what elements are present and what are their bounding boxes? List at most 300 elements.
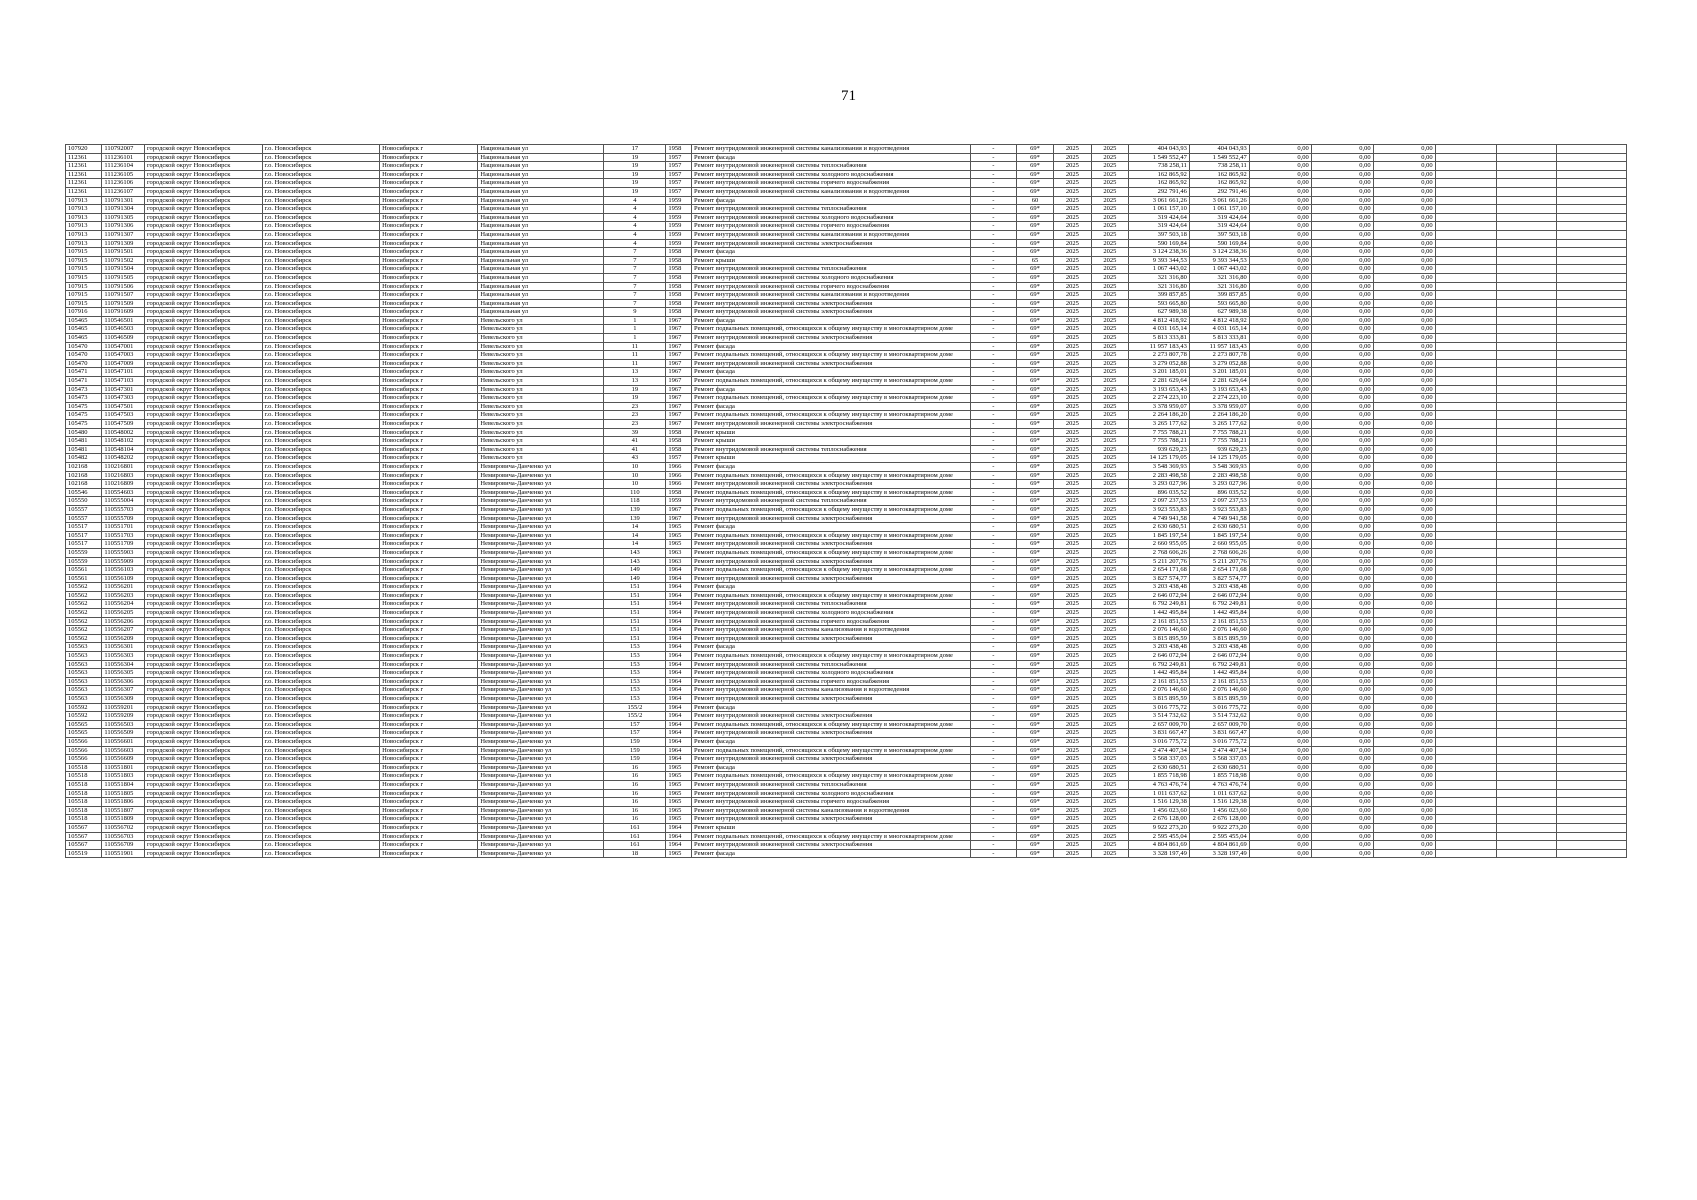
cell-locality: Новосибирск г bbox=[380, 617, 478, 626]
cell-street: Невельского ул bbox=[478, 368, 604, 377]
cell-flag: - bbox=[970, 359, 1016, 368]
cell-z1: 0,00 bbox=[1249, 187, 1311, 196]
cell-cost_total: 319 424,64 bbox=[1189, 213, 1249, 222]
cell-obj: 110547509 bbox=[102, 420, 145, 429]
cell-y2: 2025 bbox=[1091, 746, 1128, 755]
cell-cost: 321 316,80 bbox=[1129, 273, 1190, 282]
cell-work: Ремонт внутридомовой инженерной системы электроснабжения bbox=[692, 755, 971, 764]
cell-work: Ремонт фасада bbox=[692, 368, 971, 377]
cell-z3: 0,00 bbox=[1373, 248, 1435, 257]
cell-locality: Новосибирск г bbox=[380, 815, 478, 824]
table-row bbox=[66, 566, 1627, 575]
cell-locality: Новосибирск г bbox=[380, 505, 478, 514]
cell-y2: 2025 bbox=[1091, 437, 1128, 446]
cell-locality: Новосибирск г bbox=[380, 609, 478, 618]
cell-municipality: г.о. Новосибирск bbox=[262, 187, 380, 196]
cell-district: городской округ Новосибирск bbox=[145, 626, 263, 635]
cell-cost_total: 3 548 369,93 bbox=[1189, 462, 1249, 471]
cell-cat: 69* bbox=[1016, 471, 1053, 480]
cell-cat: 69* bbox=[1016, 557, 1053, 566]
cell-district: городской округ Новосибирск bbox=[145, 746, 263, 755]
cell-z3: 0,00 bbox=[1373, 437, 1435, 446]
cell-year: 1967 bbox=[666, 325, 692, 334]
cell-empty bbox=[1435, 677, 1496, 686]
cell-z2: 0,00 bbox=[1311, 428, 1373, 437]
cell-locality: Новосибирск г bbox=[380, 557, 478, 566]
cell-locality: Новосибирск г bbox=[380, 591, 478, 600]
cell-y2: 2025 bbox=[1091, 162, 1128, 171]
cell-cost: 3 016 775,72 bbox=[1129, 737, 1190, 746]
cell-empty bbox=[1496, 548, 1557, 557]
cell-z3: 0,00 bbox=[1373, 256, 1435, 265]
cell-district: городской округ Новосибирск bbox=[145, 523, 263, 532]
cell-empty bbox=[1435, 299, 1496, 308]
cell-locality: Новосибирск г bbox=[380, 488, 478, 497]
cell-empty bbox=[1557, 299, 1627, 308]
cell-empty bbox=[1557, 308, 1627, 317]
cell-street: Немировича-Данченко ул bbox=[478, 609, 604, 618]
cell-municipality: г.о. Новосибирск bbox=[262, 153, 380, 162]
cell-obj: 110551804 bbox=[102, 780, 145, 789]
cell-street: Немировича-Данченко ул bbox=[478, 480, 604, 489]
cell-y2: 2025 bbox=[1091, 342, 1128, 351]
cell-street: Невельского ул bbox=[478, 454, 604, 463]
cell-street: Немировича-Данченко ул bbox=[478, 540, 604, 549]
cell-id: 105562 bbox=[66, 609, 102, 618]
cell-street: Немировича-Данченко ул bbox=[478, 566, 604, 575]
cell-y1: 2025 bbox=[1054, 574, 1091, 583]
cell-district: городской округ Новосибирск bbox=[145, 394, 263, 403]
cell-locality: Новосибирск г bbox=[380, 720, 478, 729]
cell-empty bbox=[1496, 273, 1557, 282]
cell-y1: 2025 bbox=[1054, 325, 1091, 334]
cell-cat: 69* bbox=[1016, 815, 1053, 824]
cell-cost_total: 3 815 895,59 bbox=[1189, 695, 1249, 704]
cell-district: городской округ Новосибирск bbox=[145, 823, 263, 832]
cell-flag: - bbox=[970, 368, 1016, 377]
cell-house: 4 bbox=[604, 205, 666, 214]
cell-y1: 2025 bbox=[1054, 170, 1091, 179]
cell-cat: 60 bbox=[1016, 196, 1053, 205]
cell-z3: 0,00 bbox=[1373, 153, 1435, 162]
table-row bbox=[66, 703, 1627, 712]
cell-district: городской округ Новосибирск bbox=[145, 291, 263, 300]
cell-empty bbox=[1496, 402, 1557, 411]
cell-cost: 3 124 238,36 bbox=[1129, 248, 1190, 257]
cell-cost_total: 1 456 023,60 bbox=[1189, 806, 1249, 815]
cell-flag: - bbox=[970, 213, 1016, 222]
cell-empty bbox=[1557, 205, 1627, 214]
cell-obj: 111236105 bbox=[102, 170, 145, 179]
cell-locality: Новосибирск г bbox=[380, 729, 478, 738]
cell-empty bbox=[1435, 798, 1496, 807]
cell-cat: 69* bbox=[1016, 849, 1053, 858]
cell-district: городской округ Новосибирск bbox=[145, 411, 263, 420]
cell-cost_total: 2 264 186,20 bbox=[1189, 411, 1249, 420]
cell-flag: - bbox=[970, 187, 1016, 196]
cell-district: городской округ Новосибирск bbox=[145, 609, 263, 618]
cell-year: 1963 bbox=[666, 557, 692, 566]
cell-cost_total: 399 857,85 bbox=[1189, 291, 1249, 300]
cell-z3: 0,00 bbox=[1373, 514, 1435, 523]
cell-z1: 0,00 bbox=[1249, 325, 1311, 334]
cell-municipality: г.о. Новосибирск bbox=[262, 540, 380, 549]
cell-z1: 0,00 bbox=[1249, 523, 1311, 532]
cell-z2: 0,00 bbox=[1311, 342, 1373, 351]
table-row bbox=[66, 720, 1627, 729]
cell-empty bbox=[1557, 368, 1627, 377]
cell-id: 112361 bbox=[66, 179, 102, 188]
cell-y2: 2025 bbox=[1091, 385, 1128, 394]
cell-cat: 69* bbox=[1016, 273, 1053, 282]
cell-z2: 0,00 bbox=[1311, 471, 1373, 480]
cell-z1: 0,00 bbox=[1249, 462, 1311, 471]
cell-cost_total: 590 169,84 bbox=[1189, 239, 1249, 248]
cell-z1: 0,00 bbox=[1249, 213, 1311, 222]
cell-empty bbox=[1435, 772, 1496, 781]
table-row bbox=[66, 763, 1627, 772]
cell-empty bbox=[1557, 746, 1627, 755]
table-row bbox=[66, 334, 1627, 343]
cell-empty bbox=[1557, 377, 1627, 386]
cell-district: городской округ Новосибирск bbox=[145, 273, 263, 282]
cell-locality: Новосибирск г bbox=[380, 402, 478, 411]
cell-street: Немировича-Данченко ул bbox=[478, 462, 604, 471]
table-row bbox=[66, 402, 1627, 411]
cell-obj: 110547009 bbox=[102, 359, 145, 368]
cell-y1: 2025 bbox=[1054, 557, 1091, 566]
table-row bbox=[66, 230, 1627, 239]
cell-district: городской округ Новосибирск bbox=[145, 351, 263, 360]
cell-year: 1964 bbox=[666, 737, 692, 746]
cell-z1: 0,00 bbox=[1249, 505, 1311, 514]
cell-empty bbox=[1435, 755, 1496, 764]
table-row bbox=[66, 445, 1627, 454]
table-row bbox=[66, 488, 1627, 497]
cell-flag: - bbox=[970, 334, 1016, 343]
cell-id: 105475 bbox=[66, 420, 102, 429]
cell-z2: 0,00 bbox=[1311, 617, 1373, 626]
cell-house: 151 bbox=[604, 583, 666, 592]
cell-cat: 69* bbox=[1016, 291, 1053, 300]
cell-y2: 2025 bbox=[1091, 557, 1128, 566]
cell-district: городской округ Новосибирск bbox=[145, 402, 263, 411]
cell-empty bbox=[1496, 609, 1557, 618]
cell-municipality: г.о. Новосибирск bbox=[262, 849, 380, 858]
cell-empty bbox=[1557, 643, 1627, 652]
cell-work: Ремонт фасада bbox=[692, 737, 971, 746]
cell-y2: 2025 bbox=[1091, 248, 1128, 257]
cell-z1: 0,00 bbox=[1249, 454, 1311, 463]
cell-z3: 0,00 bbox=[1373, 222, 1435, 231]
cell-locality: Новосибирск г bbox=[380, 849, 478, 858]
cell-flag: - bbox=[970, 291, 1016, 300]
cell-z3: 0,00 bbox=[1373, 583, 1435, 592]
cell-flag: - bbox=[970, 789, 1016, 798]
cell-house: 153 bbox=[604, 660, 666, 669]
cell-cat: 69* bbox=[1016, 591, 1053, 600]
cell-cat: 69* bbox=[1016, 832, 1053, 841]
cell-cat: 69* bbox=[1016, 187, 1053, 196]
cell-municipality: г.о. Новосибирск bbox=[262, 505, 380, 514]
cell-cost: 1 516 129,38 bbox=[1129, 798, 1190, 807]
cell-empty bbox=[1557, 239, 1627, 248]
cell-z3: 0,00 bbox=[1373, 574, 1435, 583]
cell-empty bbox=[1435, 505, 1496, 514]
cell-z1: 0,00 bbox=[1249, 488, 1311, 497]
cell-z2: 0,00 bbox=[1311, 737, 1373, 746]
cell-z3: 0,00 bbox=[1373, 325, 1435, 334]
cell-cat: 69* bbox=[1016, 308, 1053, 317]
cell-z2: 0,00 bbox=[1311, 377, 1373, 386]
cell-house: 159 bbox=[604, 746, 666, 755]
cell-street: Невельского ул bbox=[478, 420, 604, 429]
cell-id: 105592 bbox=[66, 703, 102, 712]
cell-z2: 0,00 bbox=[1311, 815, 1373, 824]
cell-id: 105563 bbox=[66, 686, 102, 695]
cell-cost_total: 9 922 273,20 bbox=[1189, 823, 1249, 832]
cell-z2: 0,00 bbox=[1311, 273, 1373, 282]
cell-work: Ремонт крыши bbox=[692, 437, 971, 446]
cell-empty bbox=[1435, 196, 1496, 205]
cell-district: городской округ Новосибирск bbox=[145, 755, 263, 764]
cell-z3: 0,00 bbox=[1373, 462, 1435, 471]
cell-street: Невельского ул bbox=[478, 351, 604, 360]
cell-district: городской округ Новосибирск bbox=[145, 832, 263, 841]
cell-empty bbox=[1557, 583, 1627, 592]
cell-z1: 0,00 bbox=[1249, 712, 1311, 721]
cell-work: Ремонт внутридомовой инженерной системы канализования и водоотведения bbox=[692, 626, 971, 635]
cell-cost_total: 397 503,18 bbox=[1189, 230, 1249, 239]
cell-district: городской округ Новосибирск bbox=[145, 789, 263, 798]
cell-locality: Новосибирск г bbox=[380, 170, 478, 179]
cell-y2: 2025 bbox=[1091, 196, 1128, 205]
cell-flag: - bbox=[970, 841, 1016, 850]
cell-empty bbox=[1435, 540, 1496, 549]
cell-locality: Новосибирск г bbox=[380, 780, 478, 789]
cell-obj: 110216809 bbox=[102, 480, 145, 489]
cell-cost: 3 201 185,01 bbox=[1129, 368, 1190, 377]
cell-z2: 0,00 bbox=[1311, 454, 1373, 463]
cell-z2: 0,00 bbox=[1311, 316, 1373, 325]
cell-empty bbox=[1557, 394, 1627, 403]
cell-year: 1958 bbox=[666, 256, 692, 265]
cell-municipality: г.о. Новосибирск bbox=[262, 737, 380, 746]
cell-z1: 0,00 bbox=[1249, 299, 1311, 308]
cell-id: 105563 bbox=[66, 695, 102, 704]
cell-id: 105550 bbox=[66, 497, 102, 506]
cell-work: Ремонт фасада bbox=[692, 196, 971, 205]
cell-empty bbox=[1435, 609, 1496, 618]
cell-cost: 2 595 455,04 bbox=[1129, 832, 1190, 841]
cell-obj: 110554603 bbox=[102, 488, 145, 497]
cell-z1: 0,00 bbox=[1249, 445, 1311, 454]
cell-flag: - bbox=[970, 505, 1016, 514]
cell-house: 151 bbox=[604, 626, 666, 635]
cell-z3: 0,00 bbox=[1373, 523, 1435, 532]
cell-y1: 2025 bbox=[1054, 428, 1091, 437]
cell-cost_total: 2 274 223,10 bbox=[1189, 394, 1249, 403]
cell-empty bbox=[1435, 351, 1496, 360]
cell-cost: 9 922 273,20 bbox=[1129, 823, 1190, 832]
cell-cost: 3 016 775,72 bbox=[1129, 703, 1190, 712]
cell-locality: Новосибирск г bbox=[380, 299, 478, 308]
cell-z2: 0,00 bbox=[1311, 523, 1373, 532]
cell-work: Ремонт внутридомовой инженерной системы холодного водоснабжения bbox=[692, 789, 971, 798]
cell-year: 1967 bbox=[666, 334, 692, 343]
cell-district: городской округ Новосибирск bbox=[145, 187, 263, 196]
cell-z1: 0,00 bbox=[1249, 153, 1311, 162]
cell-house: 23 bbox=[604, 402, 666, 411]
cell-id: 105475 bbox=[66, 402, 102, 411]
cell-flag: - bbox=[970, 299, 1016, 308]
cell-z2: 0,00 bbox=[1311, 248, 1373, 257]
cell-empty bbox=[1496, 351, 1557, 360]
cell-locality: Новосибирск г bbox=[380, 789, 478, 798]
cell-empty bbox=[1557, 660, 1627, 669]
cell-cost: 896 035,52 bbox=[1129, 488, 1190, 497]
cell-house: 153 bbox=[604, 686, 666, 695]
cell-y1: 2025 bbox=[1054, 772, 1091, 781]
cell-y2: 2025 bbox=[1091, 205, 1128, 214]
cell-empty bbox=[1557, 703, 1627, 712]
cell-street: Национальная ул bbox=[478, 299, 604, 308]
cell-cost: 2 161 851,53 bbox=[1129, 617, 1190, 626]
cell-obj: 110551701 bbox=[102, 523, 145, 532]
cell-z3: 0,00 bbox=[1373, 763, 1435, 772]
cell-work: Ремонт внутридомовой инженерной системы горячего водоснабжения bbox=[692, 179, 971, 188]
cell-obj: 110556305 bbox=[102, 669, 145, 678]
cell-year: 1959 bbox=[666, 205, 692, 214]
cell-id: 105518 bbox=[66, 806, 102, 815]
cell-y2: 2025 bbox=[1091, 531, 1128, 540]
cell-id: 107913 bbox=[66, 230, 102, 239]
cell-obj: 110551805 bbox=[102, 789, 145, 798]
cell-work: Ремонт внутридомовой инженерной системы электроснабжения bbox=[692, 299, 971, 308]
table-row bbox=[66, 145, 1627, 154]
cell-house: 7 bbox=[604, 256, 666, 265]
cell-y1: 2025 bbox=[1054, 411, 1091, 420]
cell-work: Ремонт внутридомовой инженерной системы теплоснабжения bbox=[692, 660, 971, 669]
table-row bbox=[66, 368, 1627, 377]
cell-cost_total: 5 211 207,76 bbox=[1189, 557, 1249, 566]
cell-locality: Новосибирск г bbox=[380, 841, 478, 850]
cell-municipality: г.о. Новосибирск bbox=[262, 669, 380, 678]
cell-z2: 0,00 bbox=[1311, 643, 1373, 652]
cell-z1: 0,00 bbox=[1249, 617, 1311, 626]
cell-cost_total: 2 660 955,05 bbox=[1189, 540, 1249, 549]
cell-work: Ремонт крыши bbox=[692, 454, 971, 463]
cell-empty bbox=[1557, 488, 1627, 497]
cell-y1: 2025 bbox=[1054, 437, 1091, 446]
table-row bbox=[66, 617, 1627, 626]
cell-cat: 69* bbox=[1016, 574, 1053, 583]
cell-municipality: г.о. Новосибирск bbox=[262, 634, 380, 643]
cell-empty bbox=[1496, 334, 1557, 343]
cell-empty bbox=[1557, 256, 1627, 265]
cell-flag: - bbox=[970, 282, 1016, 291]
cell-y1: 2025 bbox=[1054, 643, 1091, 652]
cell-cost: 1 855 718,98 bbox=[1129, 772, 1190, 781]
cell-street: Национальная ул bbox=[478, 205, 604, 214]
table-row bbox=[66, 162, 1627, 171]
cell-z3: 0,00 bbox=[1373, 677, 1435, 686]
cell-y1: 2025 bbox=[1054, 652, 1091, 661]
cell-cat: 69* bbox=[1016, 626, 1053, 635]
cell-flag: - bbox=[970, 763, 1016, 772]
cell-empty bbox=[1557, 179, 1627, 188]
cell-empty bbox=[1557, 523, 1627, 532]
cell-empty bbox=[1496, 626, 1557, 635]
table-row bbox=[66, 841, 1627, 850]
cell-empty bbox=[1435, 222, 1496, 231]
cell-z3: 0,00 bbox=[1373, 557, 1435, 566]
cell-id: 105562 bbox=[66, 583, 102, 592]
cell-work: Ремонт подвальных помещений, относящихся к общему имуществу в многоквартирном доме bbox=[692, 772, 971, 781]
table-row bbox=[66, 609, 1627, 618]
cell-flag: - bbox=[970, 677, 1016, 686]
cell-cost_total: 14 125 179,05 bbox=[1189, 454, 1249, 463]
cell-municipality: г.о. Новосибирск bbox=[262, 772, 380, 781]
cell-z3: 0,00 bbox=[1373, 308, 1435, 317]
cell-empty bbox=[1496, 437, 1557, 446]
cell-flag: - bbox=[970, 488, 1016, 497]
cell-cost_total: 3 815 895,59 bbox=[1189, 634, 1249, 643]
cell-z2: 0,00 bbox=[1311, 746, 1373, 755]
cell-flag: - bbox=[970, 737, 1016, 746]
cell-year: 1959 bbox=[666, 230, 692, 239]
cell-empty bbox=[1435, 153, 1496, 162]
cell-street: Невельского ул bbox=[478, 325, 604, 334]
cell-cost_total: 3 193 653,43 bbox=[1189, 385, 1249, 394]
cell-z1: 0,00 bbox=[1249, 789, 1311, 798]
cell-cat: 69* bbox=[1016, 763, 1053, 772]
cell-y2: 2025 bbox=[1091, 265, 1128, 274]
cell-y1: 2025 bbox=[1054, 660, 1091, 669]
cell-street: Невельского ул bbox=[478, 377, 604, 386]
cell-year: 1966 bbox=[666, 480, 692, 489]
cell-cat: 69* bbox=[1016, 153, 1053, 162]
cell-work: Ремонт внутридомовой инженерной системы электроснабжения bbox=[692, 480, 971, 489]
cell-y1: 2025 bbox=[1054, 256, 1091, 265]
cell-house: 4 bbox=[604, 222, 666, 231]
cell-municipality: г.о. Новосибирск bbox=[262, 230, 380, 239]
cell-empty bbox=[1435, 832, 1496, 841]
cell-flag: - bbox=[970, 325, 1016, 334]
cell-empty bbox=[1557, 153, 1627, 162]
cell-street: Немировича-Данченко ул bbox=[478, 471, 604, 480]
cell-flag: - bbox=[970, 660, 1016, 669]
cell-y2: 2025 bbox=[1091, 720, 1128, 729]
cell-cost: 4 804 861,69 bbox=[1129, 841, 1190, 850]
cell-z1: 0,00 bbox=[1249, 660, 1311, 669]
cell-obj: 110546501 bbox=[102, 316, 145, 325]
registry-table bbox=[65, 144, 1627, 858]
cell-district: городской округ Новосибирск bbox=[145, 505, 263, 514]
table-row bbox=[66, 677, 1627, 686]
cell-locality: Новосибирск г bbox=[380, 385, 478, 394]
cell-work: Ремонт подвальных помещений, относящихся к общему имуществу в многоквартирном доме bbox=[692, 351, 971, 360]
cell-work: Ремонт внутридомовой инженерной системы горячего водоснабжения bbox=[692, 677, 971, 686]
cell-empty bbox=[1435, 248, 1496, 257]
table-row bbox=[66, 187, 1627, 196]
cell-empty bbox=[1496, 325, 1557, 334]
cell-district: городской округ Новосибирск bbox=[145, 480, 263, 489]
cell-empty bbox=[1496, 755, 1557, 764]
cell-y2: 2025 bbox=[1091, 849, 1128, 858]
cell-id: 105559 bbox=[66, 548, 102, 557]
cell-flag: - bbox=[970, 574, 1016, 583]
